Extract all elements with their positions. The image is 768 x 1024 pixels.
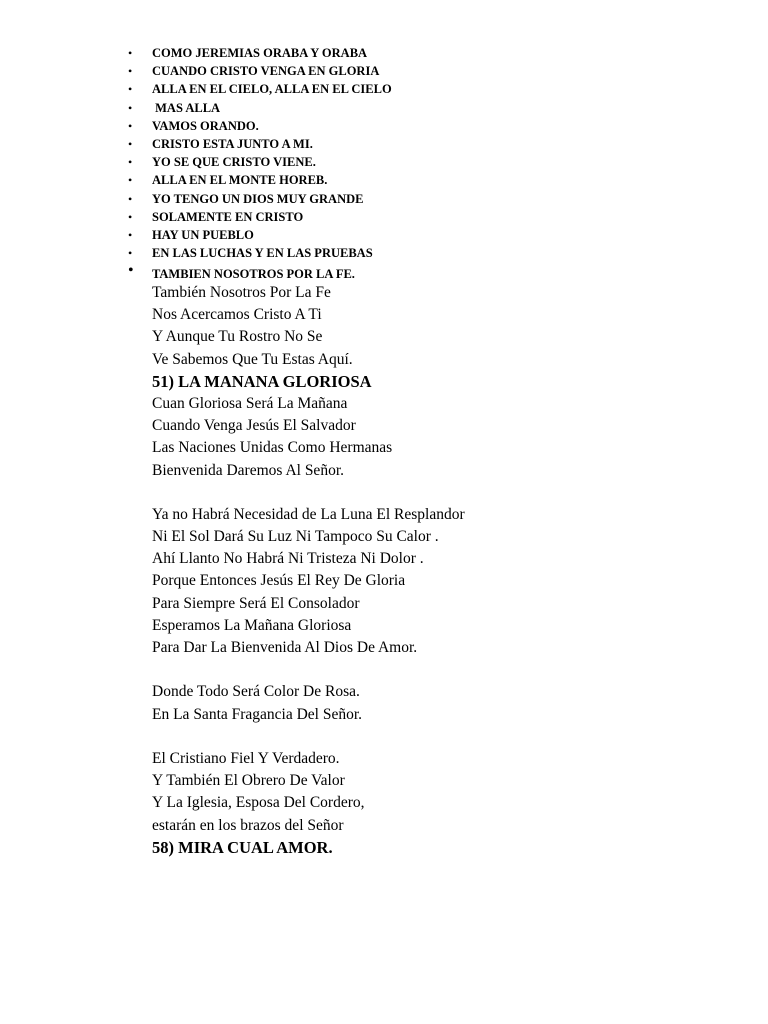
list-item xyxy=(128,62,392,80)
list-item-label: ALLA EN EL CIELO, ALLA EN EL CIELO xyxy=(152,82,392,97)
bullet-icon: • xyxy=(128,82,133,97)
list-item-label: TAMBIEN NOSOTROS POR LA FE. xyxy=(152,267,355,282)
verse-spacer xyxy=(152,726,752,748)
lyric-line: Para Siempre Será El Consolador xyxy=(152,594,360,612)
verse-spacer xyxy=(152,659,752,681)
lyric-line: Donde Todo Será Color De Rosa. xyxy=(152,683,360,701)
list-item xyxy=(128,117,392,135)
list-item xyxy=(128,244,392,262)
bullet-icon: • xyxy=(128,209,133,224)
bullet-icon: • xyxy=(128,118,133,133)
list-item-label: COMO JEREMIAS ORABA Y ORABA xyxy=(152,46,368,60)
song-title: 51) LA MANANA GLORIOSA xyxy=(152,371,372,391)
list-item xyxy=(128,153,392,171)
bullet-icon: • xyxy=(128,191,133,206)
lyric-line: Y También El Obrero De Valor xyxy=(152,772,345,790)
song-title: 58) MIRA CUAL AMOR. xyxy=(152,837,333,857)
bullet-icon: • xyxy=(128,262,134,280)
list-item-label: SOLAMENTE EN CRISTO xyxy=(152,209,304,224)
lyric-line: Cuan Gloriosa Será La Mañana xyxy=(152,394,348,412)
list-item xyxy=(128,80,392,98)
lyric-line: Ve Sabemos Que Tu Estas Aquí. xyxy=(152,350,353,368)
list-item-label: CRISTO ESTA JUNTO A MI. xyxy=(152,136,313,151)
list-item xyxy=(128,135,392,153)
bullet-icon: • xyxy=(128,136,133,151)
list-item-label: CUANDO CRISTO VENGA EN GLORIA xyxy=(152,64,380,79)
lyric-line: Esperamos La Mañana Gloriosa xyxy=(152,616,352,634)
lyrics-body xyxy=(152,282,752,859)
list-item-label: ALLA EN EL MONTE HOREB. xyxy=(152,173,328,188)
verse-spacer xyxy=(152,482,752,504)
list-item-label: VAMOS ORANDO. xyxy=(152,118,259,133)
bullet-icon: • xyxy=(128,100,133,115)
list-item-label: EN LAS LUCHAS Y EN LAS PRUEBAS xyxy=(152,246,373,261)
lyric-line: Porque Entonces Jesús El Rey De Gloria xyxy=(152,572,406,590)
lyric-line: El Cristiano Fiel Y Verdadero. xyxy=(152,749,340,767)
list-item xyxy=(128,171,392,189)
lyric-line: Para Dar La Bienvenida Al Dios De Amor. xyxy=(152,639,418,656)
lyric-line: También Nosotros Por La Fe xyxy=(152,284,331,301)
bullet-icon: • xyxy=(128,64,133,79)
lyric-line: Cuando Venga Jesús El Salvador xyxy=(152,417,356,435)
bullet-icon: • xyxy=(128,227,133,242)
lyric-line: Ahí Llanto No Habrá Ni Tristeza Ni Dolor . xyxy=(152,550,424,568)
list-item xyxy=(128,44,392,62)
bullet-icon: • xyxy=(128,246,133,261)
list-item-label: MAS ALLA xyxy=(152,100,221,115)
bullet-icon: • xyxy=(128,155,133,170)
bullet-icon: • xyxy=(128,173,133,188)
list-item-label: YO SE QUE CRISTO VIENE. xyxy=(152,155,316,170)
lyric-line: Ya no Habrá Necesidad de La Luna El Resplandor xyxy=(152,505,465,523)
song-index-list xyxy=(128,44,392,283)
lyric-line: Bienvenida Daremos Al Señor. xyxy=(152,461,344,479)
lyric-line: estarán en los brazos del Señor xyxy=(152,816,344,834)
list-item-label: HAY UN PUEBLO xyxy=(152,227,254,242)
lyric-line: Y Aunque Tu Rostro No Se xyxy=(152,328,323,346)
lyric-line: Y La Iglesia, Esposa Del Cordero, xyxy=(152,794,365,812)
list-item xyxy=(128,262,392,283)
list-item-label: YO TENGO UN DIOS MUY GRANDE xyxy=(152,191,364,206)
lyric-line: En La Santa Fragancia Del Señor. xyxy=(152,705,363,723)
bullet-icon: • xyxy=(128,46,133,60)
list-item xyxy=(128,226,392,244)
lyric-line: Ni El Sol Dará Su Luz Ni Tampoco Su Calor . xyxy=(152,528,439,546)
list-item xyxy=(128,190,392,208)
lyric-line: Nos Acercamos Cristo A Ti xyxy=(152,306,322,324)
list-item xyxy=(128,99,392,117)
lyric-line: Las Naciones Unidas Como Hermanas xyxy=(152,439,393,457)
list-item xyxy=(128,208,392,226)
